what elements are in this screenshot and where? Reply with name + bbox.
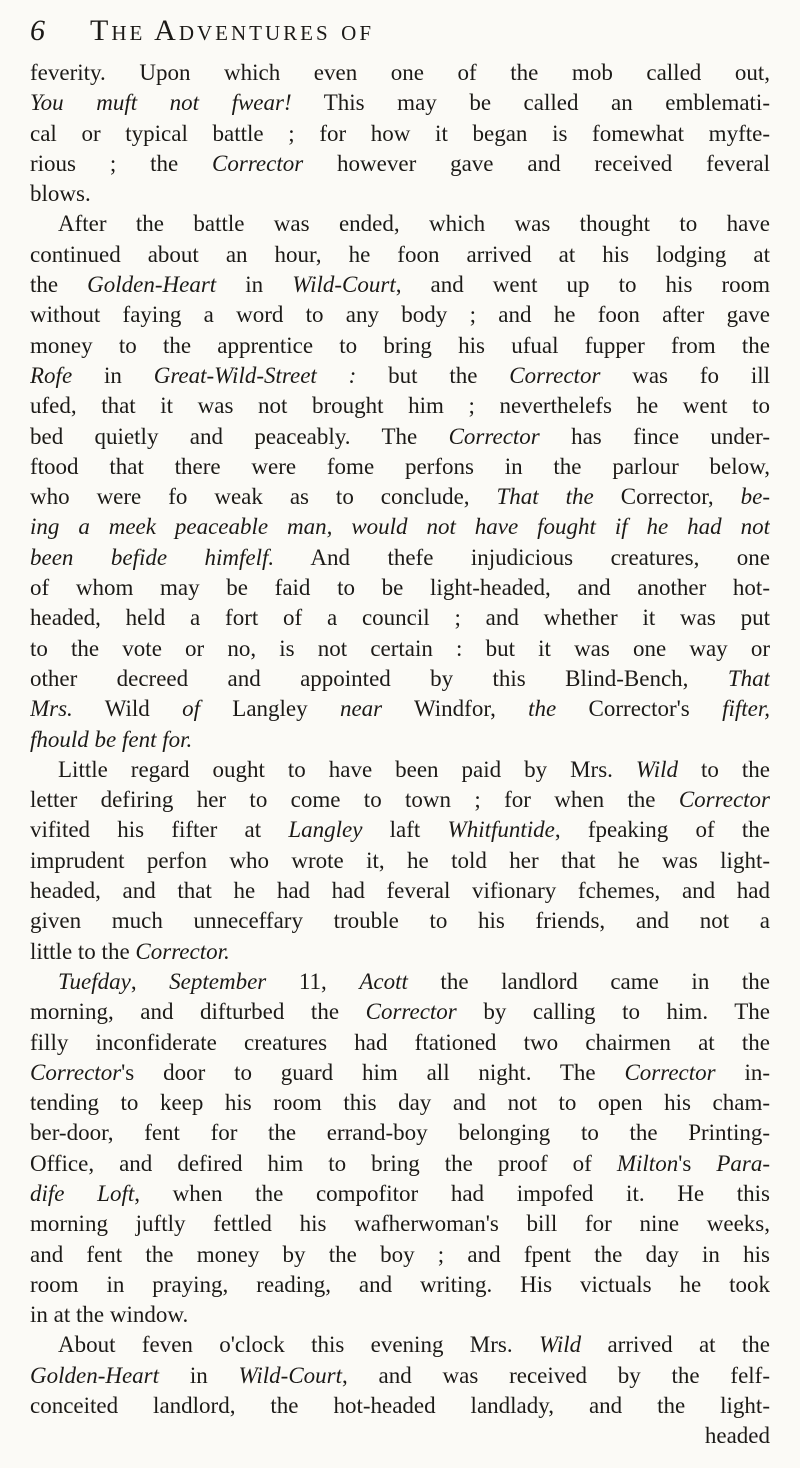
text-line: [30, 209, 770, 239]
text-line: [30, 967, 770, 997]
text-segment: headed, and that he had had feveral vifionary fchemes, and had: [30, 878, 770, 904]
text-segment: was fo ill: [600, 362, 770, 388]
text-line: [30, 179, 770, 209]
text-line: [30, 937, 770, 967]
text-line: [30, 88, 770, 118]
text-segment: little to the: [30, 938, 136, 964]
italic-text: Corrector: [212, 150, 304, 176]
text-line: [30, 1118, 770, 1148]
text-line: [30, 846, 770, 876]
italic-text: fifter,: [722, 696, 770, 722]
text-segment: of whom may be faid to be light-headed, and another hot-: [30, 575, 770, 601]
text-line: [30, 725, 770, 755]
text-segment: morning, and difturbed the: [30, 999, 366, 1025]
text-segment: , when the compofitor had impofed it. He this: [134, 1180, 770, 1206]
text-segment: in at the window.: [30, 1302, 189, 1328]
text-segment: 11,: [266, 968, 360, 994]
text-segment: feverity. Upon which even one of the mob called out,: [30, 60, 770, 85]
text-line: [30, 149, 770, 179]
italic-text: dife Loft: [30, 1180, 135, 1206]
body-text: [30, 58, 770, 1452]
text-line: [30, 634, 770, 664]
text-segment: has fince under-: [539, 423, 770, 449]
catchword: headed: [704, 1423, 770, 1449]
text-segment: ufed, that it was not brought him ; neverthelefs he went to: [30, 393, 770, 419]
text-line: [30, 1058, 770, 1088]
text-line: [30, 603, 770, 633]
text-line: [30, 1300, 770, 1330]
text-segment: bed quietly and peaceably. The: [30, 423, 449, 449]
text-segment: letter defiring her to come to town ; for when the: [30, 787, 679, 813]
italic-text: be-: [740, 484, 770, 510]
italic-text: Golden-Heart: [30, 1362, 160, 1388]
text-line: [30, 482, 770, 512]
text-line: [30, 997, 770, 1027]
text-line: [30, 664, 770, 694]
text-segment: , fpeaking of the: [554, 817, 770, 843]
text-line: [30, 1270, 770, 1300]
text-segment: And thefe injudicious creatures, one: [274, 544, 770, 570]
text-segment: Little regard ought to have been paid by Mrs.: [58, 756, 636, 782]
text-segment: blows.: [30, 181, 91, 207]
text-segment: filly inconfiderate creatures had ftationed two chairmen at the: [30, 1029, 770, 1055]
text-segment: vifited his fifter at: [30, 817, 289, 843]
text-segment: but the: [356, 362, 510, 388]
text-segment: , and was received by the felf-: [342, 1362, 770, 1388]
italic-text: Corrector: [448, 423, 540, 449]
text-segment: laft: [362, 817, 448, 843]
text-segment: to the vote or no, is not certain : but it was one way or: [30, 635, 770, 661]
text-line: [30, 785, 770, 815]
italic-text: Rofe: [30, 362, 73, 388]
text-line: [30, 543, 770, 573]
italic-text: been befide himfelf.: [30, 544, 275, 570]
text-line: [30, 1179, 770, 1209]
text-line: [30, 1240, 770, 1270]
italic-text: Corrector: [365, 999, 457, 1025]
italic-text: the: [528, 696, 557, 722]
text-segment: rious ; the: [30, 150, 213, 176]
italic-text: September: [169, 968, 267, 994]
text-segment: Corrector,: [593, 484, 741, 510]
text-line: [30, 391, 770, 421]
text-segment: 's door to guard him all night. The: [121, 1059, 625, 1085]
italic-text: Wild: [538, 1332, 582, 1358]
text-line: [30, 1330, 770, 1360]
text-segment: other decreed and appointed by this Blind-Bench,: [30, 665, 728, 691]
italic-text: Wild: [635, 756, 679, 782]
text-line: [30, 573, 770, 603]
text-segment: in: [159, 1362, 239, 1388]
text-segment: money to the apprentice to bring his ufual fupper from the: [30, 332, 770, 358]
italic-text: Corrector.: [135, 938, 230, 964]
italic-text: Golden-Heart: [87, 272, 217, 298]
text-segment: 's: [678, 1150, 717, 1176]
text-line: [30, 876, 770, 906]
text-segment: in: [72, 362, 154, 388]
text-segment: About feven o'clock this evening Mrs.: [58, 1332, 539, 1358]
italic-text: Wild-Court: [292, 272, 396, 298]
page-header: [30, 10, 770, 52]
italic-text: Para-: [716, 1150, 770, 1176]
text-segment: headed, held a fort of a council ; and whether it was put: [30, 605, 770, 631]
page-number: 6: [30, 14, 45, 47]
italic-text: ing a meek peaceable man, would not have fought if he had not: [30, 514, 770, 540]
text-segment: room in praying, reading, and writing. His victuals he took: [30, 1271, 770, 1297]
text-line: [30, 361, 770, 391]
text-line: [30, 512, 770, 542]
italic-text: Mrs.: [30, 696, 73, 722]
text-line: [30, 1209, 770, 1239]
text-line: [30, 694, 770, 724]
text-segment: , and went up to his room: [395, 272, 770, 298]
italic-text: Wild-Court: [238, 1362, 343, 1388]
text-segment: without faying a word to any body ; and he foon after gave: [30, 302, 770, 328]
text-segment: in: [216, 272, 293, 298]
running-head: The Adventures of: [90, 14, 375, 47]
text-line: [30, 1088, 770, 1118]
text-segment: morning juftly fettled his wafherwoman's bill for nine weeks,: [30, 1211, 770, 1237]
text-segment: This may be called an emblemati-: [291, 90, 770, 116]
text-line: [30, 300, 770, 330]
italic-text: Langley: [288, 817, 363, 843]
text-line: [30, 422, 770, 452]
text-line: [30, 119, 770, 149]
text-segment: Langley: [199, 696, 340, 722]
italic-text: You muft not fwear!: [30, 90, 292, 116]
text-segment: arrived at the: [581, 1332, 770, 1358]
text-segment: Wild: [72, 696, 183, 722]
text-segment: who were fo weak as to conclude,: [30, 484, 497, 510]
text-segment: the landlord came in the: [407, 968, 770, 994]
text-line: [30, 755, 770, 785]
text-segment: to the: [678, 756, 770, 782]
text-segment: Corrector's: [556, 696, 723, 722]
italic-text: Corrector: [624, 1059, 716, 1085]
text-line: [30, 270, 770, 300]
italic-text: Corrector: [678, 787, 770, 813]
text-segment: by calling to him. The: [456, 999, 770, 1025]
text-line: [30, 331, 770, 361]
text-segment: imprudent perfon who wrote it, he told her that he was light-: [30, 847, 770, 873]
text-segment: conceited landlord, the hot-headed landlady, and the light-: [30, 1393, 770, 1419]
text-line: [30, 452, 770, 482]
italic-text: fhould be fent for.: [30, 726, 193, 752]
text-line: [30, 1391, 770, 1421]
italic-text: Corrector: [30, 1059, 122, 1085]
text-segment: continued about an hour, he foon arrived at his lodging at: [30, 241, 770, 267]
text-segment: After the battle was ended, which was thought to have: [58, 211, 770, 237]
italic-text: Whitfuntide: [447, 817, 555, 843]
text-segment: cal or typical battle ; for how it began is fomewhat myfte-: [30, 120, 770, 146]
text-segment: Windfor,: [382, 696, 529, 722]
text-segment: tending to keep his room this day and not to open his cham-: [30, 1090, 770, 1116]
text-segment: ,: [130, 968, 170, 994]
text-line: [30, 240, 770, 270]
text-segment: Office, and defired him to bring the proof of: [30, 1150, 617, 1176]
italic-text: near: [339, 696, 383, 722]
italic-text: of: [182, 696, 200, 722]
italic-text: That the: [496, 484, 594, 510]
italic-text: Acott: [359, 968, 408, 994]
text-line: [30, 906, 770, 936]
text-segment: ftood that there were fome perfons in the parlour below,: [30, 453, 770, 479]
text-line: [30, 1028, 770, 1058]
text-segment: the: [30, 272, 88, 298]
text-segment: in-: [715, 1059, 770, 1085]
text-segment: given much unneceffary trouble to his friends, and not a: [30, 908, 770, 934]
text-segment: however gave and received feveral: [303, 150, 770, 176]
italic-text: Corrector: [509, 362, 601, 388]
italic-text: Tuefday: [58, 968, 131, 994]
text-line: [30, 815, 770, 845]
italic-text: Milton: [616, 1150, 679, 1176]
text-line: [30, 1361, 770, 1391]
text-line: [30, 58, 770, 88]
text-segment: ber-door, fent for the errand-boy belonging to the Printing-: [30, 1120, 770, 1146]
text-segment: and fent the money by the boy ; and fpent the day in his: [30, 1241, 770, 1267]
text-line: [30, 1149, 770, 1179]
italic-text: That: [727, 665, 770, 691]
italic-text: Great-Wild-Street :: [153, 362, 357, 388]
